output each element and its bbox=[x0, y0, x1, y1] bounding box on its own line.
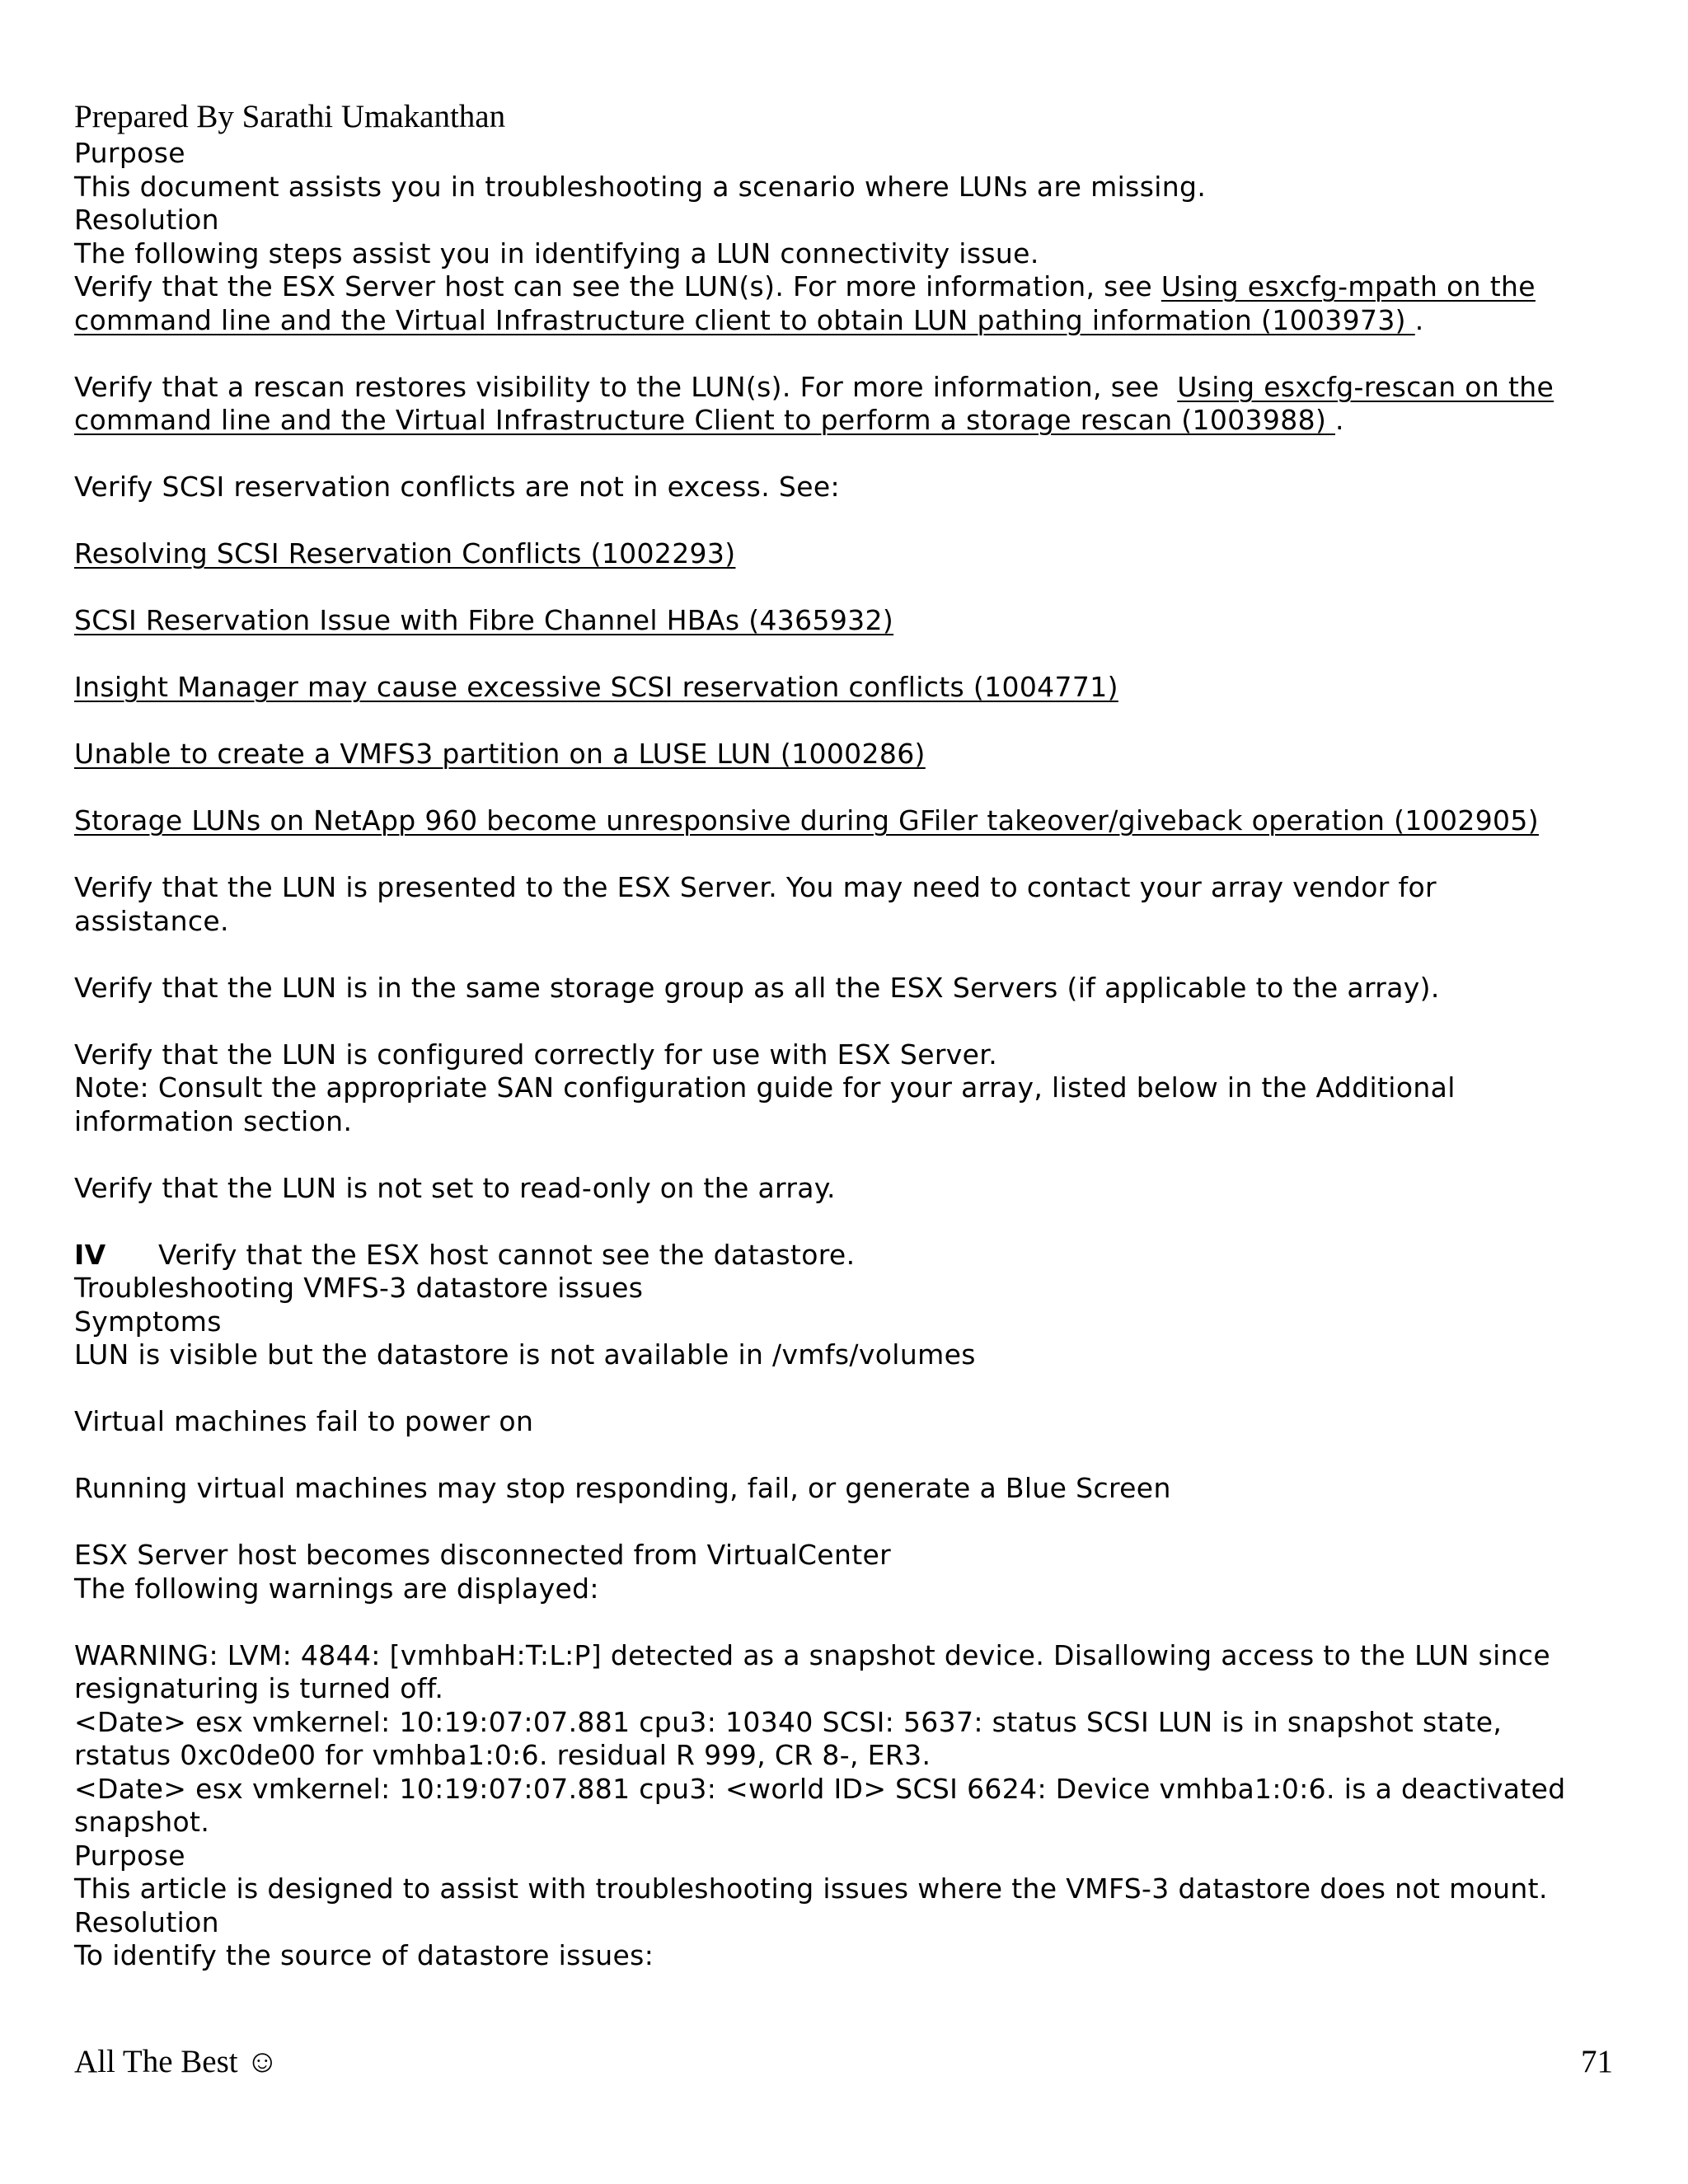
warning-line: rstatus 0xc0de00 for vmhba1:0:6. residual R 999, CR 8-, ER3. bbox=[74, 1739, 931, 1771]
link-vmfs3-luse-lun[interactable]: Unable to create a VMFS3 partition on a LUSE LUN (1000286) bbox=[74, 738, 926, 770]
step-scsi-text: Verify SCSI reservation conflicts are not in excess. See: bbox=[74, 471, 840, 503]
link-esxcfg-mpath[interactable]: Using esxcfg-mpath on the bbox=[1160, 270, 1536, 302]
section-iv-title: Verify that the ESX host cannot see the datastore. bbox=[158, 1238, 856, 1271]
section-iv-subtitle: Troubleshooting VMFS-3 datastore issues bbox=[74, 1272, 644, 1304]
spacer bbox=[74, 1506, 1624, 1540]
link-resolving-scsi-conflicts[interactable]: Resolving SCSI Reservation Conflicts (1002293) bbox=[74, 537, 736, 569]
link-esxcfg-rescan[interactable]: Using esxcfg-rescan on the bbox=[1177, 370, 1554, 403]
footer-text: All The Best ☺ bbox=[74, 2044, 279, 2079]
spacer bbox=[74, 771, 1624, 805]
link-netapp-960[interactable]: Storage LUNs on NetApp 960 become unresponsive during GFiler takeover/giveback operation (1002905) bbox=[74, 804, 1539, 837]
spacer bbox=[74, 638, 1624, 672]
purpose-heading: Purpose bbox=[74, 137, 185, 169]
spacer bbox=[74, 504, 1624, 538]
step-rescan-line2 bbox=[74, 404, 1624, 438]
warning-line: <Date> esx vmkernel: 10:19:07:07.881 cpu3: <world ID> SCSI 6624: Device vmhba1:0:6. is a deactivated bbox=[74, 1772, 1566, 1805]
spacer bbox=[74, 571, 1624, 605]
step-mpath-text: Verify that the ESX Server host can see the LUN(s). For more information, see bbox=[74, 270, 1161, 302]
document-body bbox=[74, 137, 1624, 1973]
warning-line: resignaturing is turned off. bbox=[74, 1672, 444, 1704]
symptom-item: LUN is visible but the datastore is not available in /vmfs/volumes bbox=[74, 1338, 976, 1371]
spacer bbox=[74, 1205, 1624, 1239]
step-configured-note2: information section. bbox=[74, 1104, 353, 1137]
step-configured-note1: Note: Consult the appropriate SAN configuration guide for your array, listed below in the Additional bbox=[74, 1071, 1456, 1104]
step-configured: Verify that the LUN is configured correctly for use with ESX Server. bbox=[74, 1038, 998, 1071]
symptoms-heading: Symptoms bbox=[74, 1305, 222, 1338]
spacer bbox=[74, 838, 1624, 872]
link-esxcfg-mpath-cont[interactable]: command line and the Virtual Infrastructure client to obtain LUN pathing information (1003973) bbox=[74, 303, 1415, 336]
spacer bbox=[74, 1005, 1624, 1038]
link-scsi-fibre-channel-hbas[interactable]: SCSI Reservation Issue with Fibre Channel HBAs (4365932) bbox=[74, 604, 894, 636]
step-mpath-tail: . bbox=[1414, 303, 1424, 336]
step-mpath-line2 bbox=[74, 304, 1624, 338]
step-rescan-text: Verify that a rescan restores visibility to the LUN(s). For more information, see bbox=[74, 370, 1178, 403]
symptom-item: ESX Server host becomes disconnected from VirtualCenter bbox=[74, 1539, 892, 1571]
warning-line: snapshot. bbox=[74, 1806, 210, 1838]
warnings-intro: The following warnings are displayed: bbox=[74, 1572, 599, 1605]
symptom-item: Virtual machines fail to power on bbox=[74, 1405, 534, 1437]
symptom-item: Running virtual machines may stop responding, fail, or generate a Blue Screen bbox=[74, 1472, 1171, 1504]
page-footer bbox=[74, 2042, 1613, 2082]
link-esxcfg-rescan-cont[interactable]: command line and the Virtual Infrastructure Client to perform a storage rescan (1003988) bbox=[74, 404, 1336, 436]
step-presented-line1: Verify that the LUN is presented to the ESX Server. You may need to contact your array vendor for bbox=[74, 871, 1437, 903]
section-iv-heading bbox=[74, 1239, 1624, 1272]
step-rescan-line1 bbox=[74, 371, 1624, 405]
spacer bbox=[74, 1372, 1624, 1406]
warning-line: <Date> esx vmkernel: 10:19:07:07.881 cpu3: 10340 SCSI: 5637: status SCSI LUN is in snapshot state, bbox=[74, 1705, 1503, 1738]
spacer bbox=[74, 438, 1624, 471]
spacer bbox=[74, 337, 1624, 371]
author-header: Prepared By Sarathi Umakanthan bbox=[74, 99, 506, 134]
spacer bbox=[74, 705, 1624, 738]
step-read-only: Verify that the LUN is not set to read-only on the array. bbox=[74, 1171, 836, 1204]
resolution-intro: The following steps assist you in identifying a LUN connectivity issue. bbox=[74, 237, 1039, 269]
step-rescan-tail: . bbox=[1335, 404, 1344, 436]
spacer bbox=[74, 1605, 1624, 1639]
warning-line: WARNING: LVM: 4844: [vmhbaH:T:L:P] detected as a snapshot device. Disallowing access to the LUN since bbox=[74, 1638, 1551, 1671]
section-iv-numeral: IV bbox=[74, 1238, 106, 1271]
link-insight-manager[interactable]: Insight Manager may cause excessive SCSI reservation conflicts (1004771) bbox=[74, 671, 1118, 703]
spacer bbox=[74, 1439, 1624, 1473]
resolution-heading: Resolution bbox=[74, 204, 219, 236]
step-mpath-line1 bbox=[74, 270, 1624, 304]
resolution-text-2: To identify the source of datastore issues: bbox=[74, 1939, 654, 1971]
resolution-heading-2: Resolution bbox=[74, 1905, 219, 1938]
spacer bbox=[74, 1138, 1624, 1172]
spacer bbox=[74, 938, 1624, 972]
step-storage-group: Verify that the LUN is in the same storage group as all the ESX Servers (if applicable to the array). bbox=[74, 971, 1440, 1004]
purpose-text-2: This article is designed to assist with troubleshooting issues where the VMFS-3 datastore does not mount. bbox=[74, 1872, 1548, 1905]
document-page bbox=[74, 97, 1624, 1973]
purpose-text: This document assists you in troubleshooting a scenario where LUNs are missing. bbox=[74, 170, 1207, 203]
step-presented-line2: assistance. bbox=[74, 904, 229, 937]
page-number: 71 bbox=[1581, 2044, 1613, 2079]
purpose-heading-2: Purpose bbox=[74, 1839, 185, 1872]
